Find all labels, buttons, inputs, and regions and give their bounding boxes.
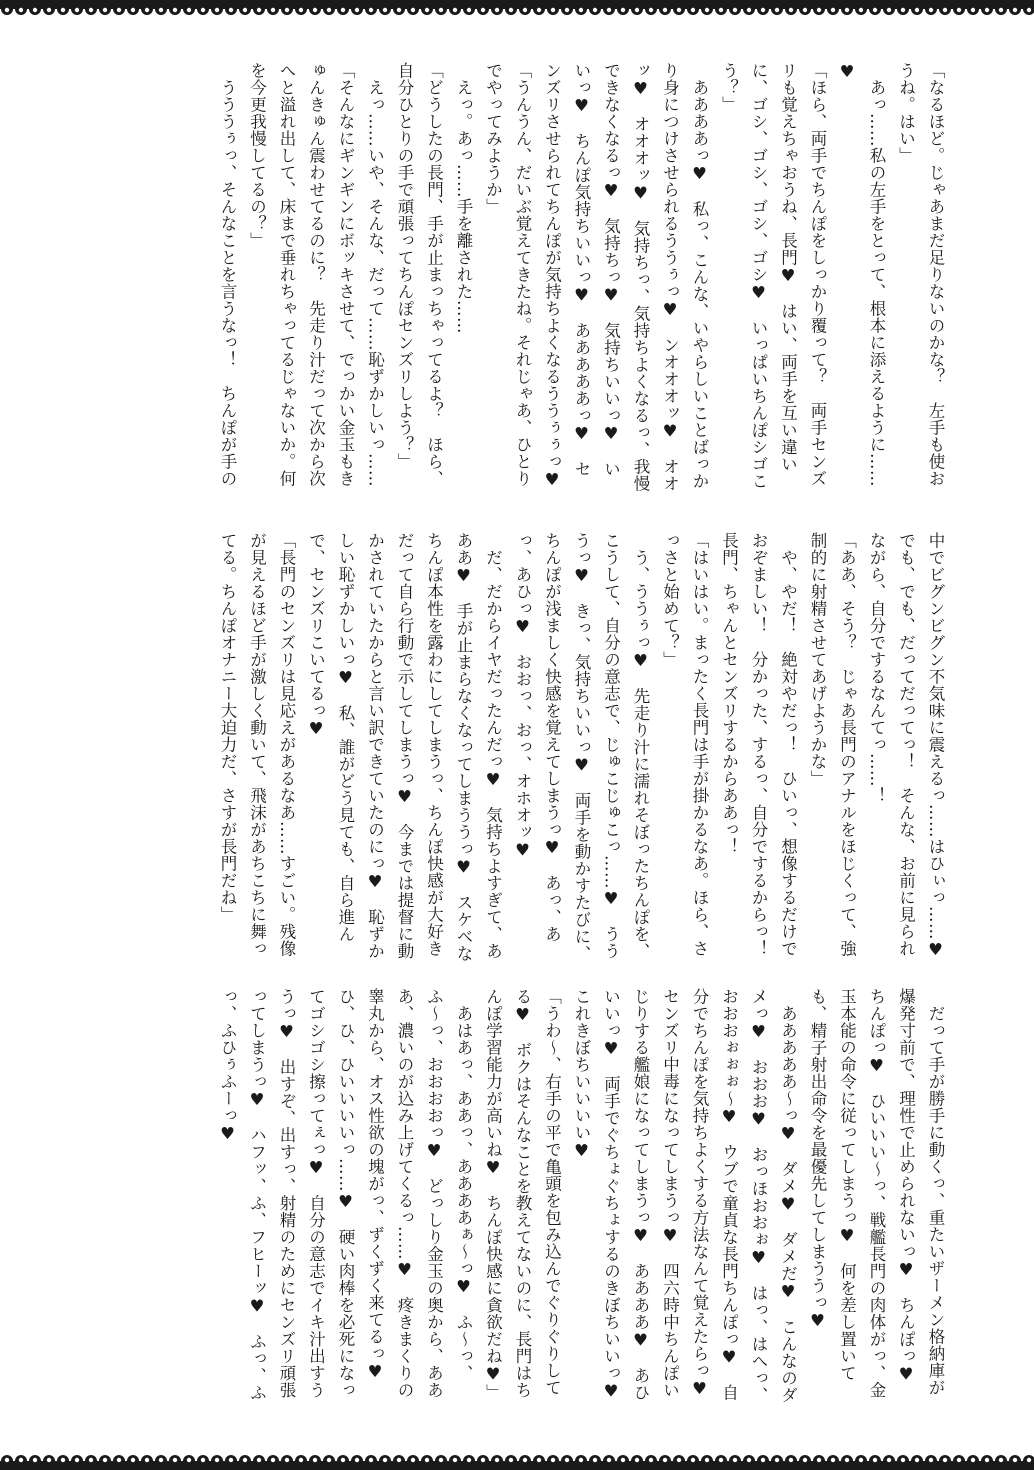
body-text-upper: 「なるほど。じゃあまだ足りないのかな？ 左手も使おうね。はい」 あっ……私の左手をとって、根本に添えるように……♥ 「ほら、両手でちんぽをしっかり覆って？ 両手センズリも覚えちゃおうね、長門♥ はい、両手を互い違いに、ゴシ、ゴシ、ゴシ、ゴシ♥ いっぱいちんぽシゴこう？」 ああああっ♥ 私っ、こんな、いやらしいことばっかり身につけさせられるううぅっ♥ ンオオオッ♥ オオッ♥ オオオッ♥ 気持ちっ、気持ちよくなるっ、我慢できなくなるっ♥ 気持ちっ♥ 気持ちいいっ♥ いいっ♥ ちんぽ気持ちいいっ♥ あああああっ♥ センズリさせられてちんぽが気持ちよくなるううぅぅっ♥ 「うんうん、だいぶ覚えてきたね。それじゃあ、ひとりでやってみようか」 えっ。あっ……手を離された…… 「どうしたの長門、手が止まっちゃってるよ？ ほら、自分ひとりの手で頑張ってちんぽセンズリしよう？」 えっ……いや、そんな、だって……恥ずかしいっ…… 「そんなにギンギンにボッキさせて、でっかい金玉もきゅんきゅん震わせてるのに？ 先走り汁だって次から次へと溢れ出して、床まで垂れちゃってるじゃないか。何を今更我慢してるの？」 うううぅっ、そんなことを言うなっ！ ちんぽが手の: [218, 62, 945, 492]
text-block-lower: [150, 988, 950, 1410]
body-text-lower: だって手が勝手に動くっ、重たいザーメン格納庫が爆発寸前で、理性で止められないっ♥ ちんぽっ♥ ちんぽっ♥ ひいいい〜っ、戦艦長門の肉体がっ、金玉本能の命令に従ってしまうっ♥ 何を差し置いても、精子射出命令を最優先してしまううっ♥ あああああ〜っ♥ ダメ♥ ダメだ♥ こんなのダメっ♥ おおお♥ おっほおおぉ♥ はっ、はへっ、おおおぉぉぉ〜♥ ウブで童貞な長門ちんぽっ♥ 自分でちんぽを気持ちよくする方法なんて覚えたらっ♥ センズリ中毒になってしまうっ♥ 四六時中ちんぽいじりする艦娘になってしまうっ♥ ああああ♥ あひいいっ♥ 両手でぐちょぐちょするのきぼちいいっ♥ これきぼちいいいい♥ 「うわ〜、右手の平で亀頭を包み込んでぐりぐりしてる♥ ボクはそんなことを教えてないのに、長門はちんぽ学習能力が高いね♥ ちんぽ快感に貪欲だね♥」 あはあっ、ああっ、ああああぁ〜っ♥ ふ〜っ、ふ〜っ、おおおおっ♥ どっしり金玉の奥から、あああ、濃いのが込み上げてくるっ……♥ 疼きまくりの睾丸から、オス性欲の塊がっ、ずくずく来てるっ♥ ひ、ひ、ひいいいいっ……♥ 硬い肉棒を必死になってゴシゴシ擦ってぇっ♥ 自分の意志でイキ汁出すううっ♥ 出すぞ、出すっ、射精のためにセンズリ頑張ってしまうっ♥ ハフッ、ふ、フヒーッ♥ ふっ、ふっ、ふひぅふーっ♥: [218, 988, 945, 1404]
body-text-middle: 中でビグンビグン不気味に震えるっ……はひぃっ……♥ でも、でも、だってだってっ！ そんな、お前に見られながら、自分でするなんてっ……！ 「ああ、そう？ じゃあ長門のアナルをほじくって、強制的に射精させてあげようかな」 や、やだ！ 絶対やだっ！ ひいっ、想像するだけでおぞましい！ 分かった、するっ、自分でするからっ！ 長門、ちゃんとセンズリするからああっ！ 「はいはい。まったく長門は手が掛かるなあ。ほら、さっさと始めて？」 う、ううぅっ♥ 先走り汁に濡れそぼったちんぽを、こうして、自分の意志で、じゅこじゅこっ……♥ うううっ♥ きっ、気持ちいいっ♥ 両手を動かすたびに、ちんぽが浅ましく快感を覚えてしまうっ♥ あっ、あっ、あひっ♥ おおっ、おっ、オホオッ♥ だ、だからイヤだったんだっ♥ 気持ちよすぎて、あああ♥ 手が止まらなくなってしまううっ♥ スケベなちんぽ本性を露わにしてしまうっ、ちんぽ快感が大好きだって自ら行動で示してしまうっ♥ 今までは提督に動かされていたからと言い訳できていたのにっ♥ 恥ずかしい恥ずかしいっ♥ 私、誰がどう見ても、自ら進んで、センズリこいてるっ♥ 「長門のセンズリは見応えがあるなあ……すごい。残像が見えるほど手が激しく動いて、飛沫があちこちに舞ってる。ちんぽオナニー大迫力だ、さすが長門だね」: [218, 532, 945, 962]
text-block-middle: [150, 532, 950, 962]
lace-border-bottom: [0, 1450, 1034, 1470]
text-block-upper: [150, 62, 950, 494]
